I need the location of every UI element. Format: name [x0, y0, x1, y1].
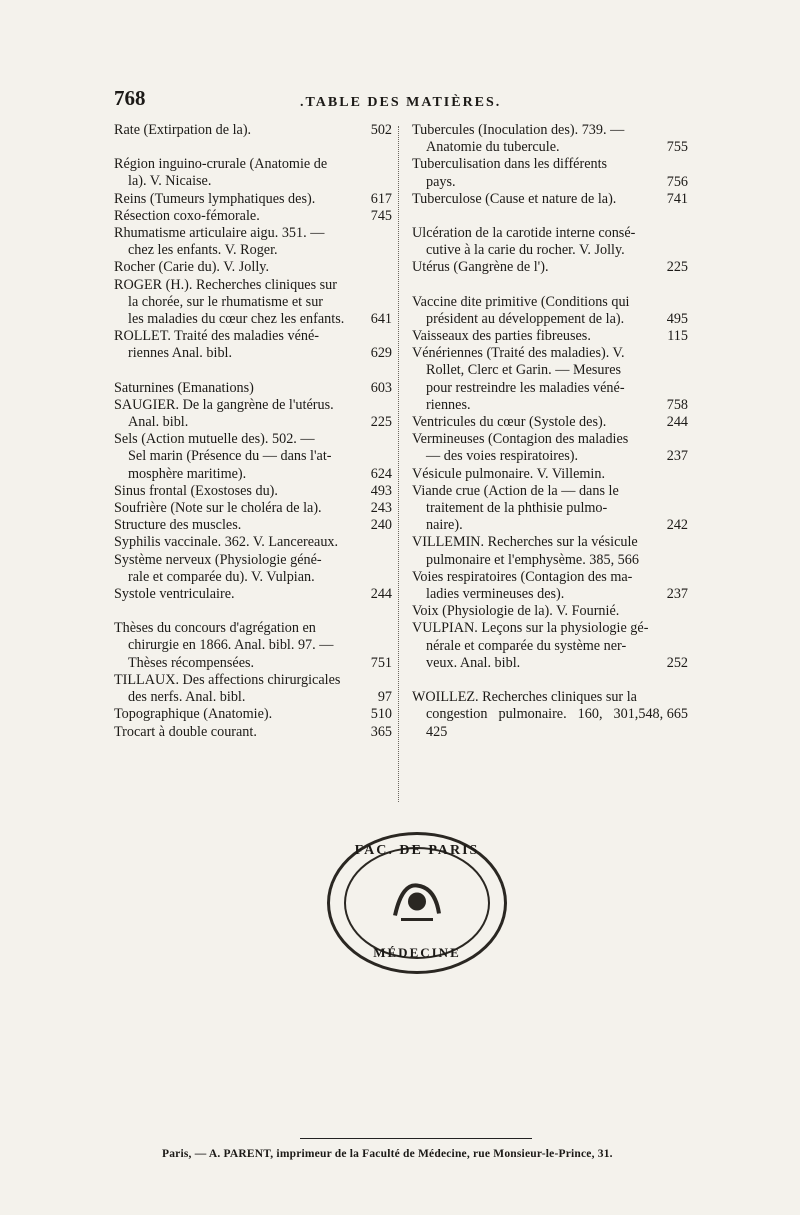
- section-gap: [412, 672, 688, 689]
- stamp-top-text: FAC. DE PARIS: [354, 843, 480, 858]
- index-entry: [114, 328, 392, 362]
- entry-page-number: 237: [666, 448, 688, 465]
- entry-line: pour restreindre les maladies véné-: [426, 379, 625, 396]
- entry-line: pulmonaire et l'emphysème. 385, 566: [426, 551, 639, 568]
- entry-page-number: 97: [377, 689, 392, 706]
- entry-line: Viande crue (Action de la — dans le: [412, 482, 619, 499]
- index-entry: [412, 156, 688, 190]
- entry-line: Sinus frontal (Exostoses du).: [114, 482, 278, 499]
- entry-line: cutive à la carie du rocher. V. Jolly.: [426, 242, 625, 259]
- entry-line: Vésicule pulmonaire. V. Villemin.: [412, 465, 606, 482]
- index-entry: [114, 191, 392, 208]
- entry-line: riennes Anal. bibl.: [128, 345, 233, 362]
- entry-page-number: 237: [666, 586, 688, 603]
- entry-line: Thèses récompensées.: [128, 654, 255, 671]
- entry-line: Systole ventriculaire.: [114, 586, 235, 603]
- entry-page-number: 243: [370, 500, 392, 517]
- entry-line: — des voies respiratoires).: [426, 448, 579, 465]
- entry-page-number: 641: [370, 311, 392, 328]
- entry-line: Sels (Action mutuelle des). 502. —: [114, 431, 315, 448]
- entry-line: Rate (Extirpation de la).: [114, 122, 252, 138]
- index-entry: [114, 397, 392, 431]
- entry-line: Tuberculose (Cause et nature de la).: [412, 190, 617, 207]
- index-entry: [412, 431, 688, 465]
- entry-line: la chorée, sur le rhumatisme et sur: [128, 293, 324, 310]
- entry-page-number: 225: [370, 414, 392, 431]
- index-entry: [114, 620, 392, 672]
- section-gap: [114, 363, 392, 380]
- section-gap: [412, 277, 688, 294]
- entry-line: Syphilis vaccinale. 362. V. Lancereaux.: [114, 534, 339, 551]
- entry-line: pays.: [426, 173, 456, 190]
- index-column-right: [412, 122, 688, 741]
- entry-line: congestion pulmonaire. 160, 301, 425: [426, 706, 639, 740]
- entry-line: Tuberculisation dans les différents: [412, 156, 608, 173]
- printer-imprint: Paris, — A. PARENT, imprimeur de la Faculté de Médecine, rue Monsieur-le-Prince, 31.: [162, 1148, 613, 1160]
- index-entry: [412, 414, 688, 431]
- entry-line: VULPIAN. Leçons sur la physiologie gé-: [412, 620, 649, 637]
- entry-page-number: 244: [370, 586, 392, 603]
- entry-page-number: 365: [370, 723, 392, 740]
- entry-page-number: 629: [370, 345, 392, 362]
- entry-page-number: 758: [666, 396, 688, 413]
- index-entry: [412, 689, 688, 741]
- entry-page-number: 493: [370, 482, 392, 499]
- entry-page-number: 510: [370, 706, 392, 723]
- index-entry: [114, 259, 392, 276]
- entry-line: Topographique (Anatomie).: [114, 706, 273, 723]
- index-entry: [114, 500, 392, 517]
- index-entry: [114, 586, 392, 603]
- entry-line: Anatomie du tubercule.: [426, 139, 560, 156]
- index-entry: [114, 156, 392, 190]
- entry-line: Rhumatisme articulaire aigu. 351. —: [114, 225, 325, 242]
- entry-line: ROLLET. Traité des maladies véné-: [114, 328, 320, 345]
- entry-page-number: 624: [370, 465, 392, 482]
- index-entry: [412, 534, 688, 568]
- index-entry: [114, 122, 392, 139]
- entry-line: Soufrière (Note sur le choléra de la).: [114, 500, 322, 517]
- entry-line: Sel marin (Présence du — dans l'at-: [128, 448, 332, 465]
- entry-page-number: 745: [370, 207, 392, 224]
- entry-page-number: 115: [667, 328, 688, 345]
- entry-line: VILLEMIN. Recherches sur la vésicule: [412, 534, 638, 551]
- entry-line: ladies vermineuses des).: [426, 586, 565, 603]
- entry-line: Utérus (Gangrène de l').: [412, 259, 549, 276]
- entry-line: Rollet, Clerc et Garin. — Mesures: [426, 362, 622, 379]
- entry-line: Vermineuses (Contagion des maladies: [412, 431, 629, 448]
- entry-page-number: 755: [666, 139, 688, 156]
- entry-line: la). V. Nicaise.: [128, 173, 212, 190]
- index-entry: [412, 259, 688, 276]
- entry-line: TILLAUX. Des affections chirurgicales: [114, 671, 341, 688]
- entry-page-number: 244: [666, 414, 688, 431]
- entry-line: Ventricules du cœur (Systole des).: [412, 414, 607, 431]
- entry-line: Trocart à double courant.: [114, 723, 257, 740]
- index-entry: [114, 431, 392, 483]
- page-number: 768: [114, 86, 146, 110]
- entry-page-number: 502: [370, 122, 392, 138]
- entry-line: nérale et comparée du système ner-: [426, 637, 627, 654]
- index-entry: [114, 380, 392, 397]
- index-entry: [114, 517, 392, 534]
- entry-line: Résection coxo-fémorale.: [114, 207, 260, 224]
- index-entry: [114, 706, 392, 723]
- index-entry: [412, 466, 688, 483]
- entry-page-number: 617: [370, 190, 392, 207]
- entry-line: ROGER (H.). Recherches cliniques sur: [114, 276, 338, 293]
- entry-line: SAUGIER. De la gangrène de l'utérus.: [114, 396, 334, 413]
- entry-line: chirurgie en 1866. Anal. bibl. 97. —: [128, 637, 334, 654]
- entry-line: Reins (Tumeurs lymphatiques des).: [114, 190, 316, 207]
- entry-line: des nerfs. Anal. bibl.: [128, 689, 246, 706]
- section-gap: [412, 208, 688, 225]
- entry-line: Région inguino-crurale (Anatomie de: [114, 156, 328, 173]
- entry-line: veux. Anal. bibl.: [426, 654, 521, 671]
- index-entry: [114, 552, 392, 586]
- running-title: .TABLE DES MATIÈRES.: [300, 95, 502, 110]
- index-entry: [412, 620, 688, 672]
- footer-rule: [300, 1138, 532, 1139]
- entry-line: Anal. bibl.: [128, 414, 189, 431]
- entry-line: Vaisseaux des parties fibreuses.: [412, 328, 591, 345]
- entry-line: Ulcération de la carotide interne consé-: [412, 225, 636, 242]
- entry-line: Vénériennes (Traité des maladies). V.: [412, 345, 625, 362]
- entry-line: Thèses du concours d'agrégation en: [114, 620, 316, 637]
- index-entry: [114, 208, 392, 225]
- entry-page-number: 751: [370, 654, 392, 671]
- entry-line: les maladies du cœur chez les enfants.: [128, 311, 345, 328]
- stamp-bottom-text: MÉDECINE: [373, 945, 461, 960]
- entry-line: Saturnines (Emanations): [114, 379, 254, 396]
- section-gap: [114, 139, 392, 156]
- index-entry: [412, 569, 688, 603]
- index-entry: [114, 724, 392, 741]
- entry-page-number: 741: [666, 190, 688, 207]
- index-entry: [412, 603, 688, 620]
- entry-line: Rocher (Carie du). V. Jolly.: [114, 259, 269, 276]
- index-entry: [114, 225, 392, 259]
- entry-line: mosphère maritime).: [128, 465, 247, 482]
- index-entry: [412, 191, 688, 208]
- entry-line: traitement de la phthisie pulmo-: [426, 500, 608, 517]
- entry-line: président au développement de la).: [426, 310, 625, 327]
- section-gap: [114, 603, 392, 620]
- entry-line: Structure des muscles.: [114, 517, 242, 534]
- index-entry: [114, 534, 392, 551]
- entry-line: riennes.: [426, 396, 471, 413]
- index-entry: [412, 328, 688, 345]
- entry-page-number: 548, 665: [638, 706, 688, 723]
- entry-line: Tubercules (Inoculation des). 739. —: [412, 122, 625, 138]
- library-stamp: [327, 832, 507, 974]
- entry-page-number: 495: [666, 310, 688, 327]
- index-column-left: [114, 122, 392, 741]
- entry-page-number: 603: [370, 379, 392, 396]
- entry-page-number: 240: [370, 517, 392, 534]
- entry-line: WOILLEZ. Recherches cliniques sur la: [412, 689, 637, 706]
- entry-page-number: 242: [666, 517, 688, 534]
- entry-page-number: 225: [666, 259, 688, 276]
- entry-line: Voies respiratoires (Contagion des ma-: [412, 568, 633, 585]
- index-entry: [412, 483, 688, 535]
- column-divider: [398, 126, 399, 802]
- index-entry: [412, 345, 688, 414]
- index-entry: [412, 225, 688, 259]
- entry-page-number: 252: [666, 654, 688, 671]
- entry-line: Vaccine dite primitive (Conditions qui: [412, 293, 630, 310]
- stamp-emblem-icon: [387, 876, 447, 931]
- index-entry: [114, 277, 392, 329]
- index-entry: [114, 483, 392, 500]
- entry-line: naire).: [426, 517, 463, 534]
- entry-line: Voix (Physiologie de la). V. Fournié.: [412, 603, 620, 620]
- index-entry: [412, 294, 688, 328]
- entry-line: Système nerveux (Physiologie géné-: [114, 551, 322, 568]
- index-entry: [114, 672, 392, 706]
- entry-page-number: 756: [666, 173, 688, 190]
- entry-line: rale et comparée du). V. Vulpian.: [128, 568, 315, 585]
- entry-line: chez les enfants. V. Roger.: [128, 242, 278, 259]
- index-entry: [412, 122, 688, 156]
